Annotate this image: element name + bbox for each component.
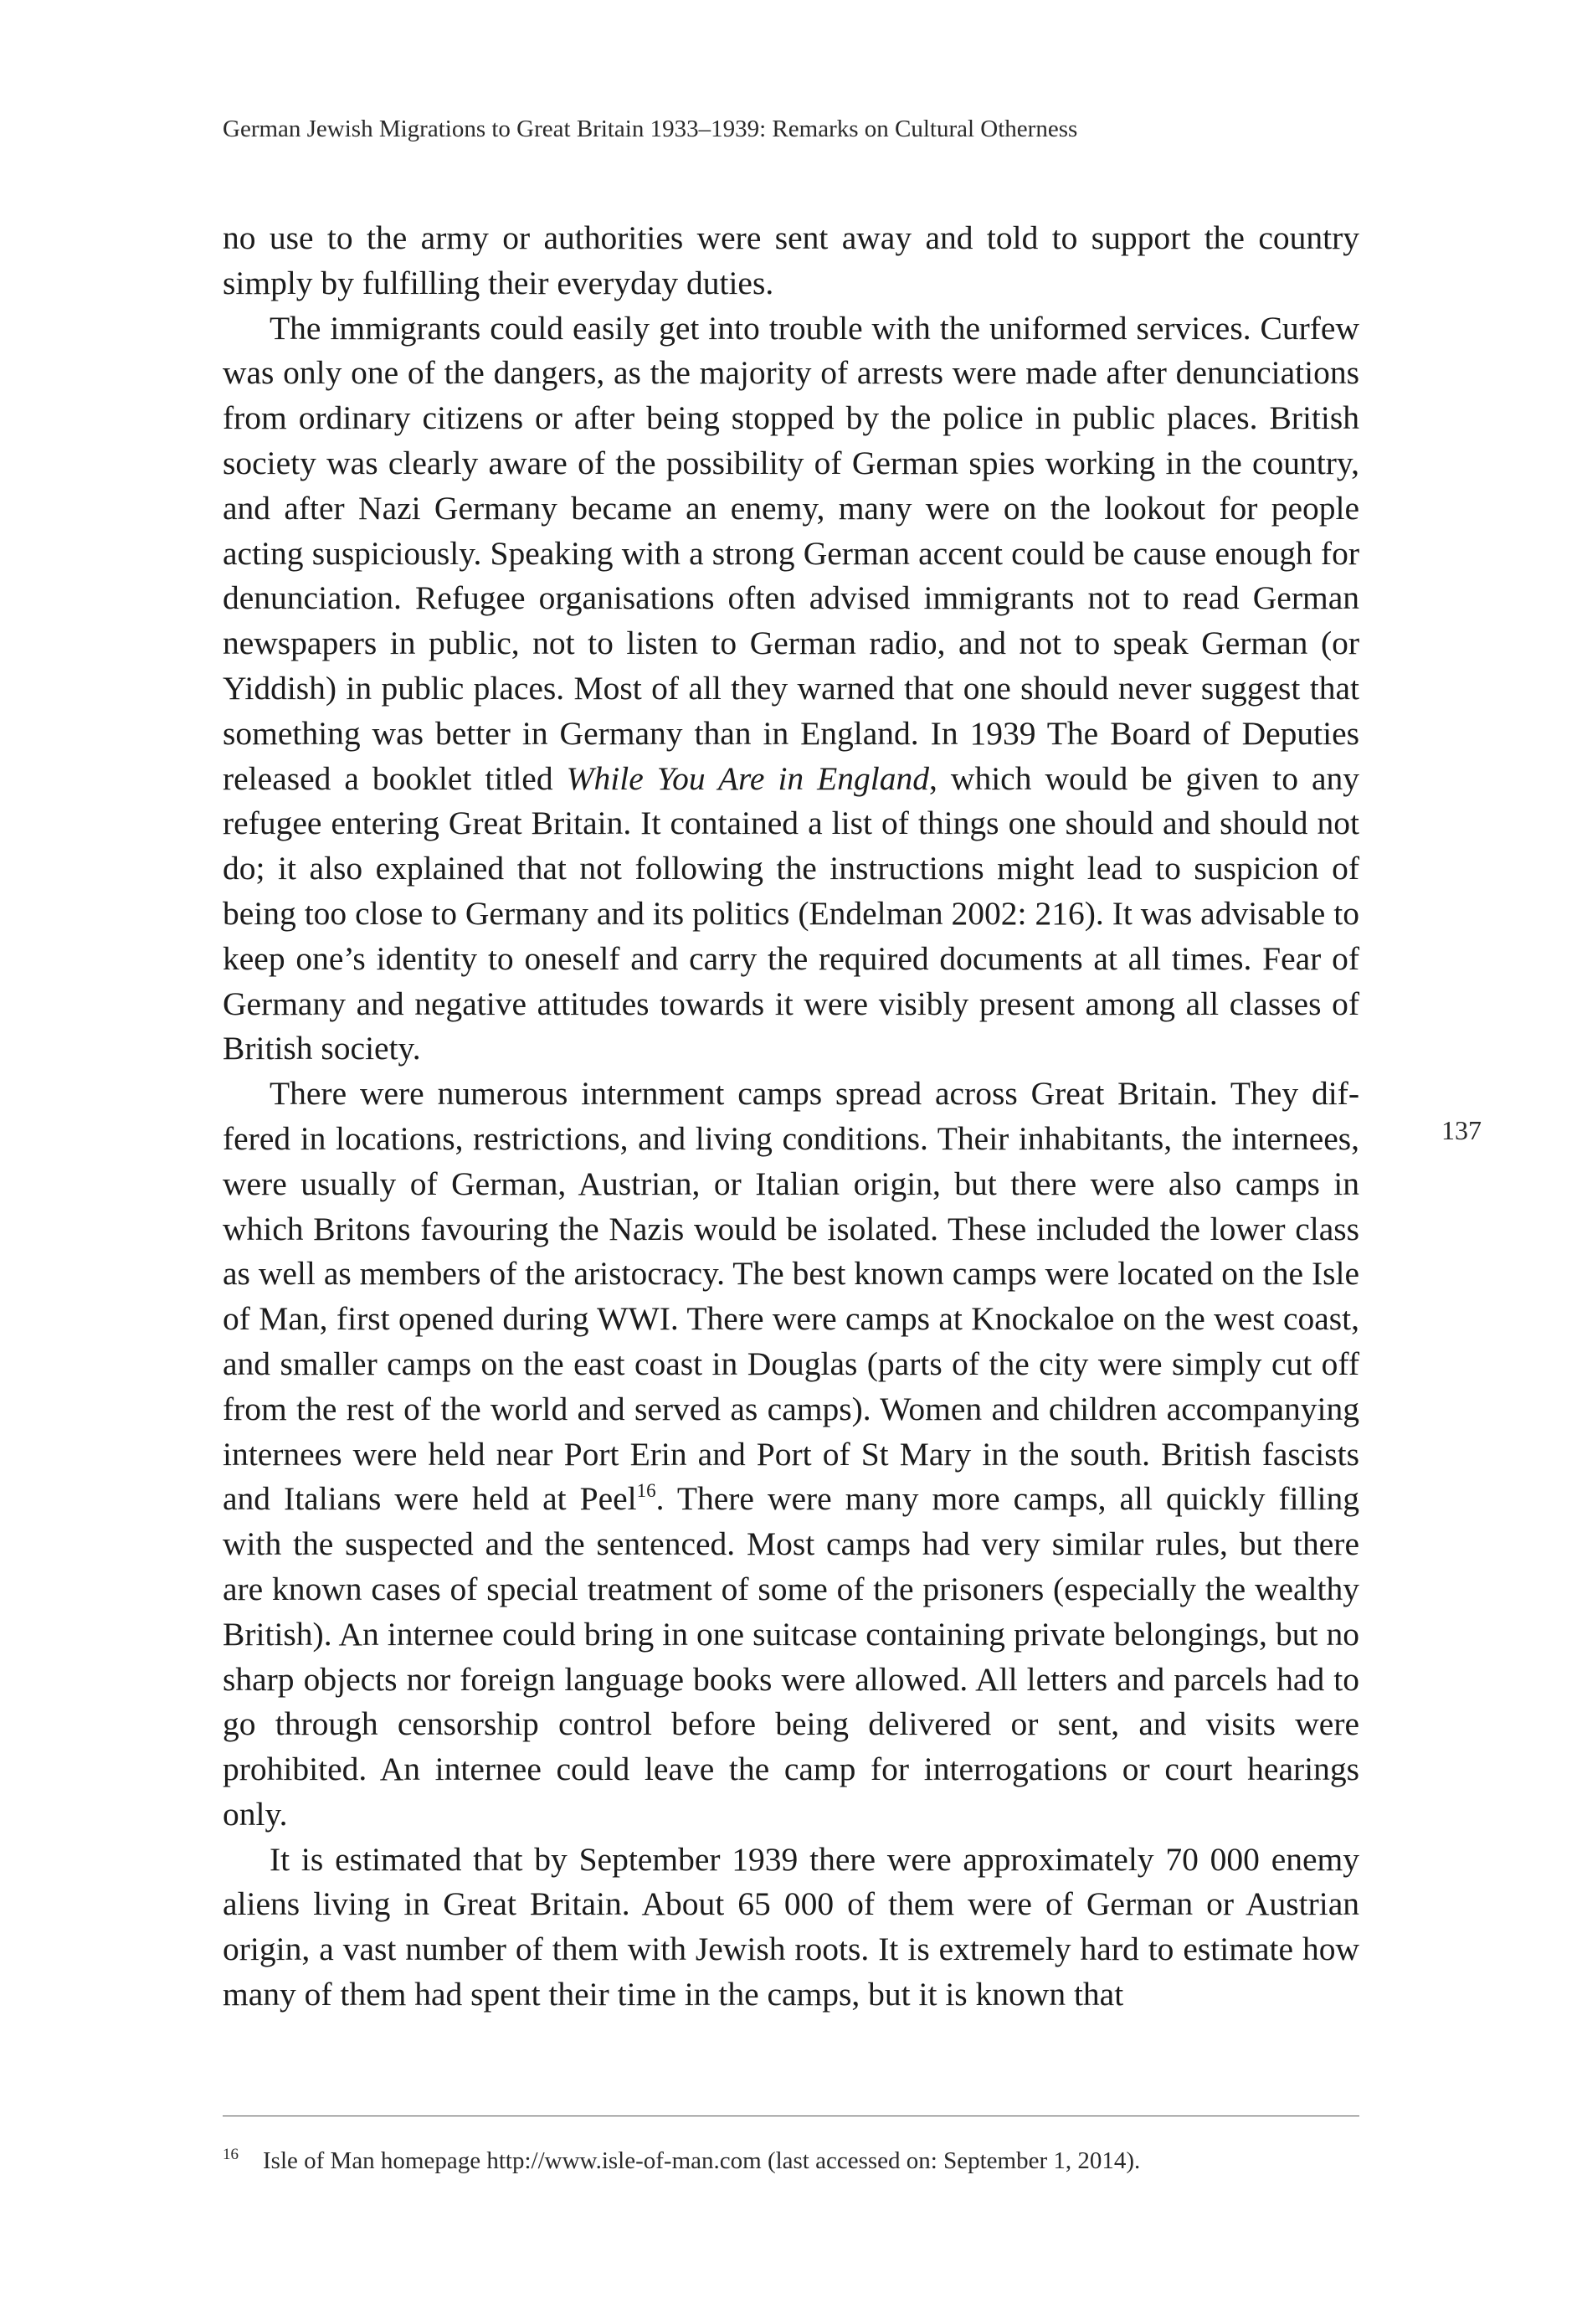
footnote-reference[interactable]: 16 xyxy=(636,1480,656,1502)
running-header: German Jewish Migrations to Great Britain 1933–1939: Remarks on Cultural Otherness xyxy=(223,116,1078,142)
page-number: 137 xyxy=(1441,1115,1482,1145)
footnote xyxy=(223,2146,1359,2175)
paragraph-3 xyxy=(223,1072,1359,1838)
paragraph-2-text: The immigrants could easily get into trouble with the uniformed services. Curfew was only one of the dangers, as the majority of arrests were made after denunciations from ordinary citizens or after being stopped by the police in public places. British society was clearly aware of the possibility of German spies working in the country, and after Nazi Germany became an enemy, many were on the lookout for people acting suspiciously. Speaking with a strong German accent could be cause enough for denunciation. Refugee organisations often advised immigrants not to read German newspapers in public, not to listen to German radio, and not to speak German (or Yiddish) in public places. Most of all they warned that one should never suggest that something was better in Germany than in England. In 1939 The Board of Deputies released a booklet titled xyxy=(223,309,1359,797)
paragraph-3-text: There were numerous internment camps spread across Great Britain. They differed in locations, restrictions, and living conditions. Their inhabitants, the internees, were usually of German, Austrian, or Italian origin, but there were also camps in which Britons favouring the Nazis would be isolated. These included the lower class as well as members of the aristocracy. The best known camps were located on the Isle of Man, first opened during WWI. There were camps at Knockaloe on the west coast, and smaller camps on the east coast in Douglas (parts of the city were simply cut off from the rest of the world and served as camps). Women and children accompanying internees were held near Port Erin and Port of St Mary in the south. British fascists and Italians were held at Peel xyxy=(223,1075,1359,1518)
paragraph-1 xyxy=(223,216,1359,306)
paragraph-4-text: It is estimated that by September 1939 there were approximately 70 000 enemy aliens living in Great Britain. About 65 000 of them were of German or Austrian origin, a vast number of them with Jewish roots. It is extremely hard to estimate how many of them had spent their time in the camps, but it is known that xyxy=(223,1840,1359,2013)
paragraph-2 xyxy=(223,306,1359,1072)
paragraph-4 xyxy=(223,1838,1359,2018)
footnote-marker: 16 xyxy=(223,2146,239,2163)
paragraph-3-rest: . There were many more camps, all quickly filling with the suspected and the sentenced. Most camps had very similar rules, but there are known cases of special treatment of some of the prisoners (especially the wealthy British). An internee could bring in one suitcase containing private belongings, but no sharp objects nor foreign language books were allowed. All letters and parcels had to go through censorship control before being delivered or sent, and visits were prohibited. An internee could leave the camp for interrogations or court hearings only. xyxy=(223,1480,1360,1833)
paragraph-2-rest: , which would be given to any refugee entering Great Britain. It contained a list of things one should and should not do; it also explained that not following the instructions might lead to suspicion of being too close to Germany and its politics (Endelman 2002: 216). It was advisable to keep one’s identity to oneself and carry the required documents at all times. Fear of Germany and negative attitudes towards it were visibly present among all classes of British society. xyxy=(223,759,1360,1067)
booklet-title: While You Are in England xyxy=(566,759,930,797)
body-text xyxy=(223,216,1359,2018)
paragraph-1-text: no use to the army or authorities were sent away and told to support the country simply by fulfilling their everyday duties. xyxy=(223,219,1359,301)
footnote-text: Isle of Man homepage http://www.isle-of-man.com (last accessed on: September 1, 2014). xyxy=(263,2147,1141,2174)
